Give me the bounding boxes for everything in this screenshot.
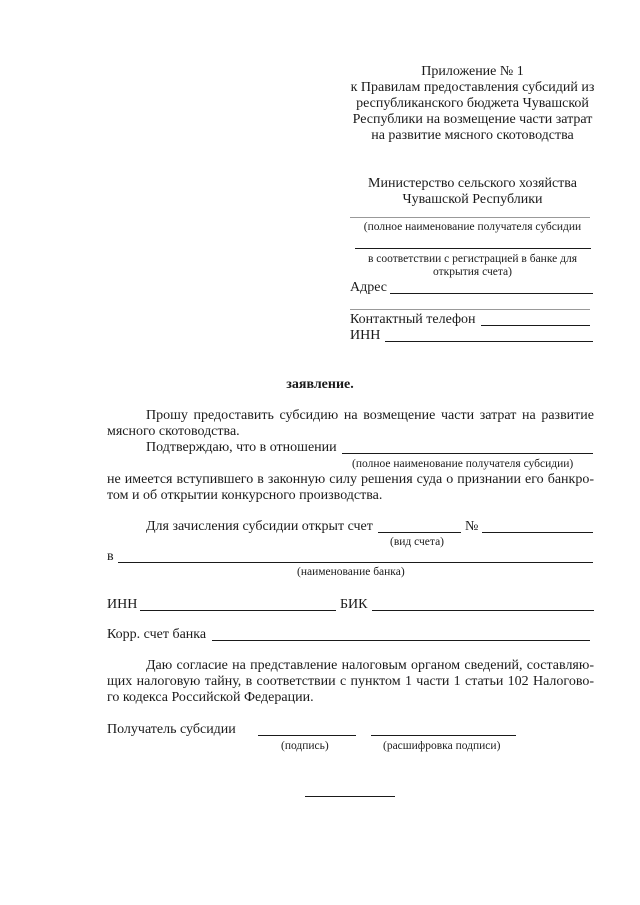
confirm-text-line3: том и об открытии конкурсного производства. [107, 488, 383, 503]
appendix-line: республиканского бюджета Чувашской [356, 96, 589, 111]
corr-account-label: Корр. счет банка [107, 627, 207, 642]
account-number-sign: № [465, 519, 479, 534]
phone-field[interactable] [481, 325, 590, 326]
address-field[interactable] [390, 293, 593, 294]
account-type-field[interactable] [378, 532, 461, 533]
confirm-recipient-field[interactable] [342, 453, 593, 454]
bank-name-field[interactable] [118, 562, 593, 563]
document-heading: заявление. [286, 377, 354, 392]
account-type-hint: (вид счета) [390, 536, 445, 548]
recipient-name-hint: (полное наименование получателя субсидии [363, 221, 582, 233]
signature-field[interactable] [258, 735, 356, 736]
confirm-prefix: Подтверждаю, что в отношении [146, 440, 337, 455]
inn-label: ИНН [107, 597, 138, 612]
bank-hint-line1: в соответствии с регистрацией в банке для [367, 253, 577, 265]
inn-field-header[interactable] [385, 341, 593, 342]
signature-decode-field[interactable] [371, 735, 516, 736]
request-text-line1: Прошу предоставить субсидию на возмещение части затрат на развитие [146, 408, 594, 423]
signature-hint: (подпись) [281, 740, 329, 752]
consent-line2: щих налоговую тайну, в соответствии с пунктом 1 части 1 статьи 102 Налогово- [107, 674, 594, 689]
confirm-text-line2: не имеется вступившего в законную силу решения суда о признании его банкро- [107, 472, 594, 487]
inn-label-header: ИНН [350, 328, 381, 343]
signature-label: Получатель субсидии [107, 722, 236, 737]
phone-label: Контактный телефон [350, 312, 476, 327]
account-prefix: Для зачисления субсидии открыт счет [146, 519, 373, 534]
bank-prefix: в [107, 549, 114, 564]
bank-hint-line2: открытия счета) [433, 266, 512, 278]
confirm-recipient-hint: (полное наименование получателя субсидии) [352, 458, 574, 470]
bank-name-hint: (наименование банка) [297, 566, 405, 578]
recipient-name-field[interactable] [350, 217, 590, 218]
footer-separator [305, 796, 395, 797]
bik-label: БИК [340, 597, 368, 612]
appendix-line: на развитие мясного скотоводства [371, 128, 574, 143]
account-number-field[interactable] [482, 532, 593, 533]
address-field-line2[interactable] [350, 309, 590, 310]
signature-decode-hint: (расшифровка подписи) [383, 740, 501, 752]
consent-line1: Даю согласие на представление налоговым органом сведений, составляю- [146, 658, 594, 673]
appendix-line: Республики на возмещение части затрат [352, 112, 593, 127]
recipient-bank-name-field[interactable] [355, 248, 591, 249]
address-label: Адрес [350, 280, 388, 295]
ministry-name-line2: Чувашской Республики [402, 192, 543, 207]
ministry-name-line1: Министерство сельского хозяйства [368, 176, 577, 191]
inn-field[interactable] [140, 610, 336, 611]
corr-account-field[interactable] [212, 640, 590, 641]
bik-field[interactable] [372, 610, 594, 611]
appendix-line: к Правилам предоставления субсидий из [350, 80, 595, 95]
appendix-title: Приложение № 1 [421, 64, 524, 79]
request-text-line2: мясного скотоводства. [107, 424, 240, 439]
consent-line3: го кодекса Российской Федерации. [107, 690, 314, 705]
